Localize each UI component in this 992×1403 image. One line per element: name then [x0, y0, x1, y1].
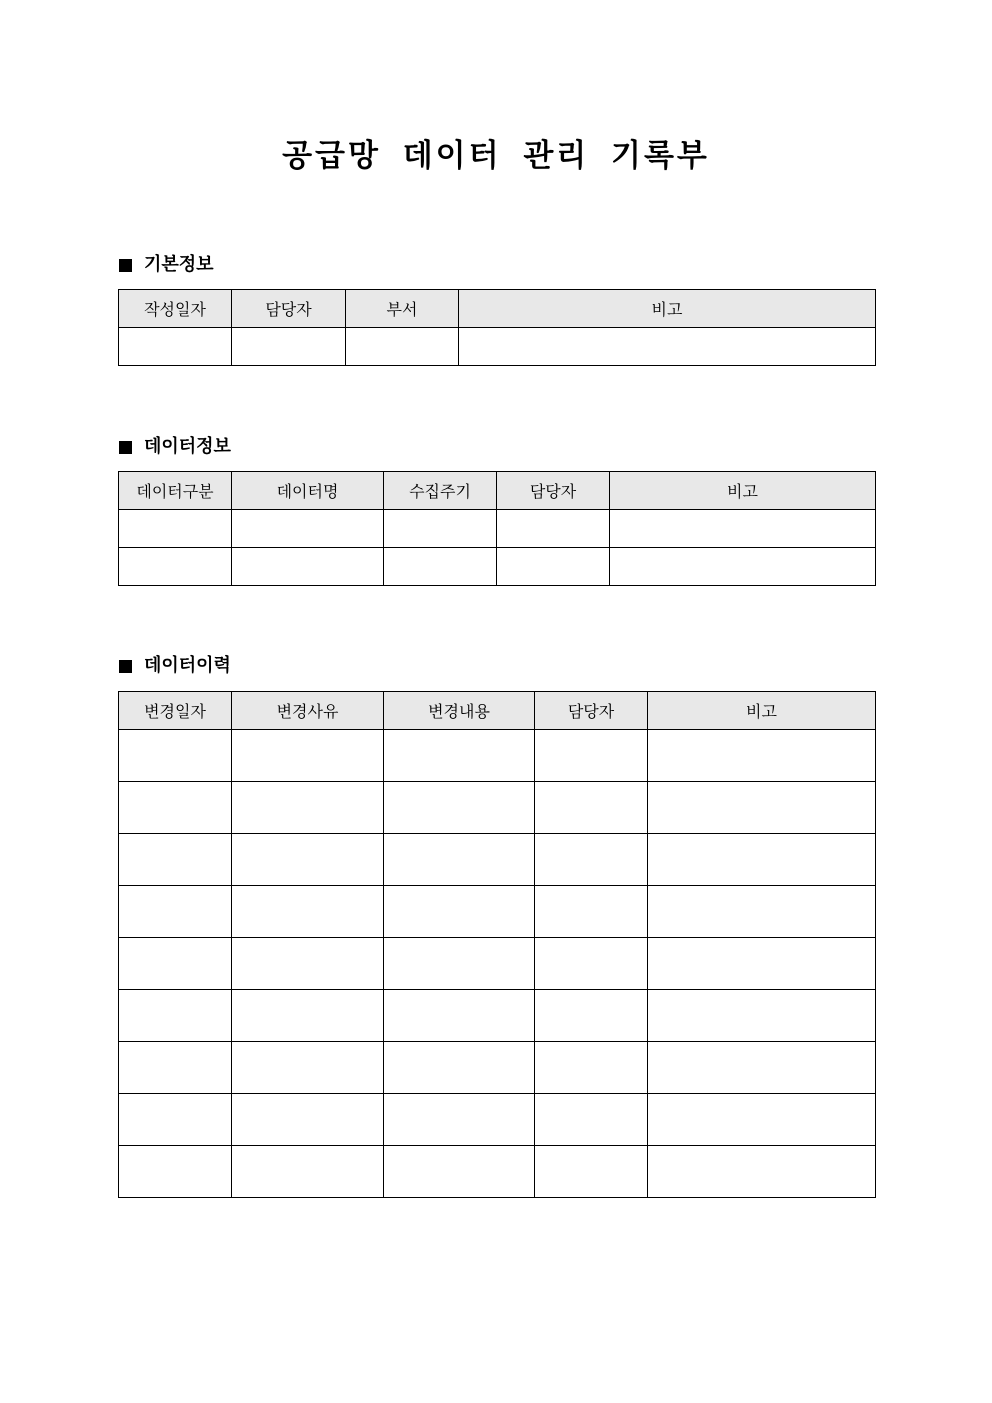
- square-bullet-icon: [119, 660, 132, 673]
- table-cell[interactable]: [384, 886, 535, 938]
- table-cell[interactable]: [535, 834, 648, 886]
- table-row: [119, 1146, 876, 1198]
- table-row: [119, 782, 876, 834]
- table-row: [119, 990, 876, 1042]
- table-cell[interactable]: [497, 548, 610, 586]
- table-cell[interactable]: [119, 1094, 232, 1146]
- table-cell[interactable]: [384, 834, 535, 886]
- table-row: [119, 886, 876, 938]
- header-cell: 변경사유: [232, 692, 384, 730]
- table-cell[interactable]: [232, 834, 384, 886]
- table-cell[interactable]: [535, 1042, 648, 1094]
- table-cell[interactable]: [535, 782, 648, 834]
- table-row: [119, 834, 876, 886]
- table-cell[interactable]: [610, 548, 876, 586]
- table-cell[interactable]: [648, 990, 876, 1042]
- header-cell: 담당자: [232, 290, 346, 328]
- table-row: [119, 510, 876, 548]
- data-history-table: [118, 691, 876, 1198]
- section-heading-history-label: 데이터이력: [144, 655, 231, 676]
- table-cell[interactable]: [535, 1146, 648, 1198]
- table-cell[interactable]: [648, 730, 876, 782]
- table-header-row: [119, 692, 876, 730]
- table-cell[interactable]: [232, 782, 384, 834]
- square-bullet-icon: [119, 441, 132, 454]
- table-cell[interactable]: [119, 782, 232, 834]
- table-cell[interactable]: [232, 1094, 384, 1146]
- table-row: [119, 1042, 876, 1094]
- section-heading-basic-label: 기본정보: [144, 254, 214, 275]
- section-heading-basic: [119, 254, 214, 276]
- section-heading-data-label: 데이터정보: [144, 436, 231, 457]
- header-cell: 부서: [346, 290, 459, 328]
- table-cell[interactable]: [119, 1042, 232, 1094]
- table-cell[interactable]: [384, 510, 497, 548]
- header-cell: 변경일자: [119, 692, 232, 730]
- header-cell: 담당자: [497, 472, 610, 510]
- header-cell: 비고: [459, 290, 876, 328]
- table-cell[interactable]: [119, 328, 232, 366]
- table-cell[interactable]: [535, 938, 648, 990]
- table-cell[interactable]: [119, 1146, 232, 1198]
- table-cell[interactable]: [384, 1094, 535, 1146]
- table-cell[interactable]: [232, 938, 384, 990]
- table-cell[interactable]: [384, 782, 535, 834]
- header-cell: 데이터명: [232, 472, 384, 510]
- basic-info-table: [118, 289, 876, 366]
- table-cell[interactable]: [648, 886, 876, 938]
- table-cell[interactable]: [119, 990, 232, 1042]
- table-cell[interactable]: [648, 1094, 876, 1146]
- header-cell: 비고: [610, 472, 876, 510]
- table-cell[interactable]: [648, 938, 876, 990]
- table-cell[interactable]: [648, 1146, 876, 1198]
- section-heading-data: [119, 436, 231, 458]
- table-cell[interactable]: [232, 1146, 384, 1198]
- document-title: 공급망 데이터 관리 기록부: [282, 138, 710, 174]
- table-header-row: [119, 472, 876, 510]
- header-cell: 작성일자: [119, 290, 232, 328]
- table-cell[interactable]: [232, 548, 384, 586]
- table-cell[interactable]: [232, 328, 346, 366]
- table-cell[interactable]: [119, 510, 232, 548]
- table-cell[interactable]: [232, 990, 384, 1042]
- table-cell[interactable]: [384, 1042, 535, 1094]
- header-cell: 변경내용: [384, 692, 535, 730]
- table-cell[interactable]: [119, 730, 232, 782]
- header-cell: 담당자: [535, 692, 648, 730]
- table-cell[interactable]: [384, 548, 497, 586]
- table-cell[interactable]: [648, 1042, 876, 1094]
- section-heading-history: [119, 655, 231, 677]
- table-cell[interactable]: [535, 886, 648, 938]
- table-cell[interactable]: [535, 730, 648, 782]
- table-row: [119, 730, 876, 782]
- table-cell[interactable]: [119, 548, 232, 586]
- table-cell[interactable]: [648, 834, 876, 886]
- table-cell[interactable]: [346, 328, 459, 366]
- table-cell[interactable]: [384, 1146, 535, 1198]
- table-cell[interactable]: [119, 938, 232, 990]
- header-cell: 데이터구분: [119, 472, 232, 510]
- table-row: [119, 1094, 876, 1146]
- table-row: [119, 938, 876, 990]
- table-cell[interactable]: [648, 782, 876, 834]
- table-cell[interactable]: [535, 990, 648, 1042]
- table-cell[interactable]: [232, 730, 384, 782]
- header-cell: 수집주기: [384, 472, 497, 510]
- table-cell[interactable]: [535, 1094, 648, 1146]
- table-cell[interactable]: [384, 730, 535, 782]
- data-info-table: [118, 471, 876, 586]
- table-header-row: [119, 290, 876, 328]
- table-row: [119, 548, 876, 586]
- table-cell[interactable]: [384, 938, 535, 990]
- square-bullet-icon: [119, 259, 132, 272]
- table-cell[interactable]: [497, 510, 610, 548]
- table-row: [119, 328, 876, 366]
- table-cell[interactable]: [232, 886, 384, 938]
- table-cell[interactable]: [232, 1042, 384, 1094]
- table-cell[interactable]: [610, 510, 876, 548]
- table-cell[interactable]: [232, 510, 384, 548]
- table-cell[interactable]: [119, 886, 232, 938]
- table-cell[interactable]: [384, 990, 535, 1042]
- table-cell[interactable]: [119, 834, 232, 886]
- table-cell[interactable]: [459, 328, 876, 366]
- header-cell: 비고: [648, 692, 876, 730]
